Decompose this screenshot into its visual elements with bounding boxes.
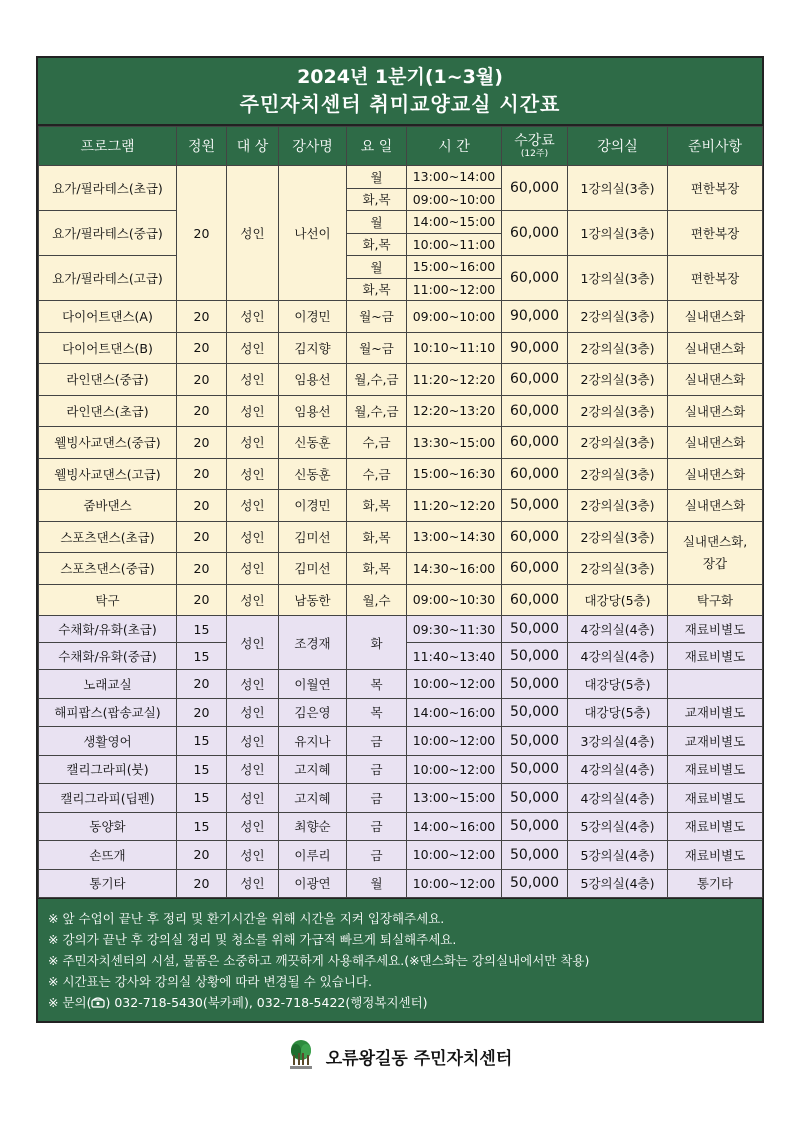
- time-cell: 10:00~11:00: [407, 233, 502, 256]
- program-name: 라인댄스(중급): [39, 364, 177, 396]
- fee-cell: 50,000: [502, 841, 568, 870]
- instructor-cell: 신동훈: [279, 427, 347, 459]
- instructor-cell: 고지혜: [279, 784, 347, 813]
- day-cell: 금: [347, 784, 407, 813]
- day-cell: 금: [347, 812, 407, 841]
- fee-cell: 50,000: [502, 755, 568, 784]
- table-row: [39, 166, 763, 189]
- table-row: [39, 670, 763, 699]
- header-room: 강의실: [568, 127, 668, 166]
- day-cell: 월,수,금: [347, 395, 407, 427]
- table-row: [39, 553, 763, 585]
- fee-cell: 60,000: [502, 553, 568, 585]
- target-cell: 성인: [227, 553, 279, 585]
- day-cell: 금: [347, 841, 407, 870]
- program-name: 생활영어: [39, 727, 177, 756]
- room-cell: 대강당(5층): [568, 698, 668, 727]
- time-cell: 14:30~16:00: [407, 553, 502, 585]
- title-period: 2024년 1분기(1~3월): [297, 66, 503, 88]
- fee-cell: 60,000: [502, 211, 568, 256]
- target-cell: 성인: [227, 727, 279, 756]
- program-name: 요가/필라테스(초급): [39, 166, 177, 211]
- contact-line: [48, 992, 752, 1013]
- instructor-cell: 김미선: [279, 553, 347, 585]
- capacity-cell: 20: [177, 166, 227, 301]
- note-line: ※ 앞 수업이 끝난 후 정리 및 환기시간을 위해 시간을 지켜 입장해주세요.: [48, 911, 445, 926]
- instructor-cell: 유지나: [279, 727, 347, 756]
- time-cell: 09:30~11:30: [407, 616, 502, 643]
- prep-line: 장갑: [702, 555, 728, 571]
- time-cell: 09:00~10:00: [407, 301, 502, 333]
- title-main: 주민자치센터 취미교양교실 시간표: [239, 92, 561, 116]
- instructor-cell: 김지향: [279, 332, 347, 364]
- program-name: 요가/필라테스(중급): [39, 211, 177, 256]
- prep-cell: 편한복장: [668, 256, 763, 301]
- target-cell: 성인: [227, 584, 279, 616]
- room-cell: 2강의실(3층): [568, 458, 668, 490]
- note-line: ※ 주민자치센터의 시설, 물품은 소중하고 깨끗하게 사용해주세요.(※댄스화는 강의실내에서만 착용): [48, 953, 590, 968]
- capacity-cell: 20: [177, 584, 227, 616]
- instructor-cell: 이경민: [279, 490, 347, 522]
- day-cell: 월,수: [347, 584, 407, 616]
- header-day: 요 일: [347, 127, 407, 166]
- prep-line: 실내댄스화,: [682, 533, 748, 549]
- target-cell: 성인: [227, 784, 279, 813]
- footer-org-name: 오류왕길동 주민자치센터: [325, 1048, 513, 1069]
- prep-cell: 교재비별도: [668, 727, 763, 756]
- day-cell: 금: [347, 755, 407, 784]
- contact-prefix: ※ 문의(: [48, 995, 92, 1010]
- header-fee-label: 수강료: [514, 132, 555, 149]
- program-name: 웰빙사교댄스(중급): [39, 427, 177, 459]
- prep-cell: 재료비별도: [668, 784, 763, 813]
- prep-cell: 실내댄스화: [668, 490, 763, 522]
- target-cell: 성인: [227, 698, 279, 727]
- prep-cell: 재료비별도: [668, 616, 763, 643]
- header-prep: 준비사항: [668, 127, 763, 166]
- fee-cell: 50,000: [502, 727, 568, 756]
- prep-cell: 실내댄스화: [668, 364, 763, 396]
- contact-numbers: ) 032-718-5430(북카페), 032-718-5422(행정복지센터): [105, 995, 428, 1010]
- room-cell: 5강의실(4층): [568, 841, 668, 870]
- prep-cell: 탁구화: [668, 584, 763, 616]
- table-row: [39, 841, 763, 870]
- target-cell: 성인: [227, 166, 279, 301]
- room-cell: 1강의실(3층): [568, 166, 668, 211]
- fee-cell: 50,000: [502, 670, 568, 699]
- capacity-cell: 20: [177, 364, 227, 396]
- capacity-cell: 20: [177, 301, 227, 333]
- timetable-title: [38, 58, 762, 126]
- prep-cell: 실내댄스화: [668, 301, 763, 333]
- program-name: 탁구: [39, 584, 177, 616]
- table-row: [39, 812, 763, 841]
- time-cell: 15:00~16:30: [407, 458, 502, 490]
- room-cell: 대강당(5층): [568, 670, 668, 699]
- program-name: 스포츠댄스(초급): [39, 521, 177, 553]
- table-row: [39, 490, 763, 522]
- table-row: [39, 332, 763, 364]
- prep-cell: 실내댄스화: [668, 458, 763, 490]
- day-cell: 수,금: [347, 427, 407, 459]
- time-cell: 11:00~12:00: [407, 278, 502, 301]
- program-name: 수채화/유화(중급): [39, 643, 177, 670]
- fee-cell: 50,000: [502, 812, 568, 841]
- time-cell: 10:00~12:00: [407, 727, 502, 756]
- prep-cell: 실내댄스화: [668, 427, 763, 459]
- prep-cell: 교재비별도: [668, 698, 763, 727]
- day-cell: 월: [347, 211, 407, 234]
- table-row: [39, 784, 763, 813]
- target-cell: 성인: [227, 332, 279, 364]
- header-target: 대 상: [227, 127, 279, 166]
- program-name: 노래교실: [39, 670, 177, 699]
- instructor-cell: 이광연: [279, 869, 347, 898]
- footer: [0, 1038, 800, 1074]
- table-row: [39, 364, 763, 396]
- day-cell: 월: [347, 869, 407, 898]
- instructor-cell: 이루리: [279, 841, 347, 870]
- table-row: [39, 301, 763, 333]
- header-time: 시 간: [407, 127, 502, 166]
- prep-cell: 실내댄스화: [668, 395, 763, 427]
- fee-cell: 60,000: [502, 256, 568, 301]
- target-cell: 성인: [227, 869, 279, 898]
- target-cell: 성인: [227, 616, 279, 670]
- capacity-cell: 20: [177, 332, 227, 364]
- room-cell: 2강의실(3층): [568, 332, 668, 364]
- day-cell: 화,목: [347, 278, 407, 301]
- time-cell: 10:00~12:00: [407, 841, 502, 870]
- day-cell: 월~금: [347, 332, 407, 364]
- capacity-cell: 20: [177, 458, 227, 490]
- instructor-cell: 김은영: [279, 698, 347, 727]
- day-cell: 월: [347, 256, 407, 279]
- prep-cell: [668, 521, 763, 584]
- program-name: 다이어트댄스(B): [39, 332, 177, 364]
- fee-cell: 50,000: [502, 490, 568, 522]
- table-row: [39, 256, 763, 279]
- prep-cell: 편한복장: [668, 166, 763, 211]
- prep-cell: 재료비별도: [668, 755, 763, 784]
- time-cell: 13:00~15:00: [407, 784, 502, 813]
- program-name: 수채화/유화(초급): [39, 616, 177, 643]
- room-cell: 2강의실(3층): [568, 553, 668, 585]
- fee-cell: 60,000: [502, 395, 568, 427]
- room-cell: 2강의실(3층): [568, 301, 668, 333]
- time-cell: 14:00~15:00: [407, 211, 502, 234]
- table-row: [39, 427, 763, 459]
- room-cell: 5강의실(4층): [568, 812, 668, 841]
- room-cell: 4강의실(4층): [568, 784, 668, 813]
- instructor-cell: 이월연: [279, 670, 347, 699]
- room-cell: 4강의실(4층): [568, 643, 668, 670]
- instructor-cell: 이경민: [279, 301, 347, 333]
- room-cell: 4강의실(4층): [568, 755, 668, 784]
- fee-cell: 50,000: [502, 784, 568, 813]
- capacity-cell: 15: [177, 755, 227, 784]
- table-row: [39, 211, 763, 234]
- time-cell: 09:00~10:00: [407, 188, 502, 211]
- time-cell: 14:00~16:00: [407, 812, 502, 841]
- table-row: [39, 869, 763, 898]
- fee-cell: 50,000: [502, 698, 568, 727]
- fee-cell: 50,000: [502, 616, 568, 643]
- day-cell: 목: [347, 670, 407, 699]
- note-line: ※ 강의가 끝난 후 강의실 정리 및 청소를 위해 가급적 빠르게 퇴실해주세요.: [48, 932, 457, 947]
- target-cell: 성인: [227, 301, 279, 333]
- table-row: [39, 698, 763, 727]
- phone-icon: [91, 995, 105, 1010]
- target-cell: 성인: [227, 490, 279, 522]
- day-cell: 월,수,금: [347, 364, 407, 396]
- header-fee: [502, 127, 568, 166]
- room-cell: 5강의실(4층): [568, 869, 668, 898]
- timetable-frame: [36, 56, 764, 1023]
- table-row: [39, 616, 763, 643]
- program-name: 캘리그라피(붓): [39, 755, 177, 784]
- day-cell: 화,목: [347, 521, 407, 553]
- table-row: [39, 727, 763, 756]
- capacity-cell: 20: [177, 553, 227, 585]
- day-cell: 화,목: [347, 188, 407, 211]
- room-cell: 1강의실(3층): [568, 211, 668, 256]
- day-cell: 월~금: [347, 301, 407, 333]
- program-name: 줌바댄스: [39, 490, 177, 522]
- capacity-cell: 20: [177, 427, 227, 459]
- program-name: 통기타: [39, 869, 177, 898]
- target-cell: 성인: [227, 521, 279, 553]
- instructor-cell: 최향순: [279, 812, 347, 841]
- time-cell: 11:40~13:40: [407, 643, 502, 670]
- target-cell: 성인: [227, 395, 279, 427]
- fee-cell: 60,000: [502, 364, 568, 396]
- table-row: [39, 755, 763, 784]
- program-name: 웰빙사교댄스(고급): [39, 458, 177, 490]
- target-cell: 성인: [227, 427, 279, 459]
- capacity-cell: 15: [177, 727, 227, 756]
- room-cell: 대강당(5층): [568, 584, 668, 616]
- time-cell: 13:00~14:00: [407, 166, 502, 189]
- note-line: ※ 시간표는 강사와 강의실 상황에 따라 변경될 수 있습니다.: [48, 974, 372, 989]
- room-cell: 2강의실(3층): [568, 364, 668, 396]
- time-cell: 09:00~10:30: [407, 584, 502, 616]
- prep-cell: 재료비별도: [668, 841, 763, 870]
- target-cell: 성인: [227, 364, 279, 396]
- prep-cell: [668, 670, 763, 699]
- day-cell: 화,목: [347, 490, 407, 522]
- program-name: 다이어트댄스(A): [39, 301, 177, 333]
- fee-cell: 90,000: [502, 301, 568, 333]
- fee-cell: 60,000: [502, 166, 568, 211]
- program-name: 동양화: [39, 812, 177, 841]
- fee-cell: 50,000: [502, 869, 568, 898]
- program-name: 스포츠댄스(중급): [39, 553, 177, 585]
- capacity-cell: 15: [177, 812, 227, 841]
- prep-cell: 재료비별도: [668, 812, 763, 841]
- time-cell: 10:00~12:00: [407, 755, 502, 784]
- capacity-cell: 15: [177, 643, 227, 670]
- day-cell: 월: [347, 166, 407, 189]
- fee-cell: 60,000: [502, 521, 568, 553]
- time-cell: 11:20~12:20: [407, 490, 502, 522]
- instructor-cell: 임용선: [279, 395, 347, 427]
- table-row: [39, 521, 763, 553]
- room-cell: 3강의실(4층): [568, 727, 668, 756]
- room-cell: 2강의실(3층): [568, 395, 668, 427]
- program-name: 요가/필라테스(고급): [39, 256, 177, 301]
- prep-cell: 재료비별도: [668, 643, 763, 670]
- fee-cell: 60,000: [502, 458, 568, 490]
- target-cell: 성인: [227, 755, 279, 784]
- fee-cell: 60,000: [502, 584, 568, 616]
- day-cell: 목: [347, 698, 407, 727]
- tree-logo-icon: [288, 1039, 314, 1073]
- prep-cell: 실내댄스화: [668, 332, 763, 364]
- capacity-cell: 20: [177, 841, 227, 870]
- room-cell: 4강의실(4층): [568, 616, 668, 643]
- prep-cell: 편한복장: [668, 211, 763, 256]
- instructor-cell: 임용선: [279, 364, 347, 396]
- capacity-cell: 20: [177, 670, 227, 699]
- room-cell: 1강의실(3층): [568, 256, 668, 301]
- program-name: 캘리그라피(딥펜): [39, 784, 177, 813]
- time-cell: 14:00~16:00: [407, 698, 502, 727]
- day-cell: 수,금: [347, 458, 407, 490]
- room-cell: 2강의실(3층): [568, 521, 668, 553]
- day-cell: 화,목: [347, 553, 407, 585]
- time-cell: 10:00~12:00: [407, 670, 502, 699]
- room-cell: 2강의실(3층): [568, 490, 668, 522]
- capacity-cell: 15: [177, 616, 227, 643]
- table-row: [39, 395, 763, 427]
- schedule-table: [38, 126, 763, 898]
- day-cell: 화: [347, 616, 407, 670]
- instructor-cell: 김미선: [279, 521, 347, 553]
- fee-cell: 60,000: [502, 427, 568, 459]
- time-cell: 13:00~14:30: [407, 521, 502, 553]
- prep-cell: 통기타: [668, 869, 763, 898]
- table-header-row: [39, 127, 763, 166]
- program-name: 라인댄스(초급): [39, 395, 177, 427]
- capacity-cell: 15: [177, 784, 227, 813]
- capacity-cell: 20: [177, 490, 227, 522]
- table-row: [39, 458, 763, 490]
- time-cell: 10:00~12:00: [407, 869, 502, 898]
- header-program: 프로그램: [39, 127, 177, 166]
- table-row: [39, 584, 763, 616]
- fee-cell: 50,000: [502, 643, 568, 670]
- program-name: 손뜨개: [39, 841, 177, 870]
- target-cell: 성인: [227, 812, 279, 841]
- time-cell: 11:20~12:20: [407, 364, 502, 396]
- header-fee-sub: (12주): [520, 148, 549, 159]
- capacity-cell: 20: [177, 521, 227, 553]
- fee-cell: 90,000: [502, 332, 568, 364]
- instructor-cell: 나선이: [279, 166, 347, 301]
- header-instructor: 강사명: [279, 127, 347, 166]
- instructor-cell: 남동한: [279, 584, 347, 616]
- day-cell: 금: [347, 727, 407, 756]
- instructor-cell: 고지혜: [279, 755, 347, 784]
- target-cell: 성인: [227, 841, 279, 870]
- capacity-cell: 20: [177, 869, 227, 898]
- time-cell: 12:20~13:20: [407, 395, 502, 427]
- target-cell: 성인: [227, 458, 279, 490]
- instructor-cell: 조경재: [279, 616, 347, 670]
- header-capacity: 정원: [177, 127, 227, 166]
- capacity-cell: 20: [177, 698, 227, 727]
- program-name: 해피팝스(팝송교실): [39, 698, 177, 727]
- instructor-cell: 신동훈: [279, 458, 347, 490]
- time-cell: 10:10~11:10: [407, 332, 502, 364]
- notes-section: [38, 898, 762, 1013]
- time-cell: 13:30~15:00: [407, 427, 502, 459]
- day-cell: 화,목: [347, 233, 407, 256]
- target-cell: 성인: [227, 670, 279, 699]
- capacity-cell: 20: [177, 395, 227, 427]
- room-cell: 2강의실(3층): [568, 427, 668, 459]
- time-cell: 15:00~16:00: [407, 256, 502, 279]
